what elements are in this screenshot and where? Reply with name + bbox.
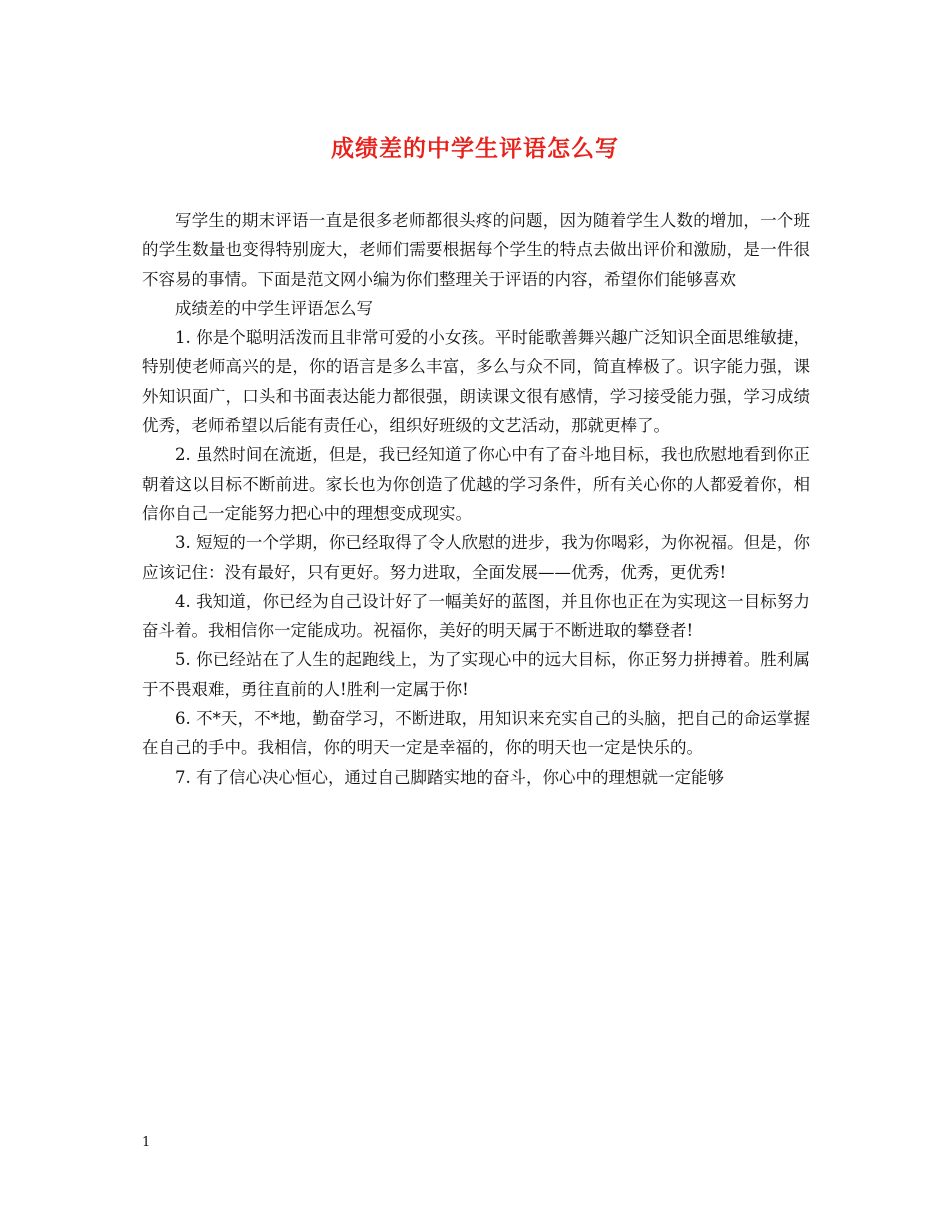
comment-paragraph-3: 3. 短短的一个学期，你已经取得了令人欣慰的进步，我为你喝彩，为你祝福。但是，你应该记住：没有最好，只有更好。努力进取，全面发展——优秀，优秀，更优秀!	[142, 533, 810, 582]
section-heading: 成绩差的中学生评语怎么写	[175, 298, 373, 318]
comment-paragraph-1: 1. 你是个聪明活泼而且非常可爱的小女孩。平时能歌善舞兴趣广泛知识全面思维敏捷，特别使老师高兴的是，你的语言是多么丰富，多么与众不同，简直棒极了。识字能力强，课外知识面广，口头和书面表达能力都很强，朗读课文很有感情，学习接受能力强，学习成绩优秀，老师希望以后能有责任心，组织好班级的文艺活动，那就更棒了。	[142, 328, 810, 436]
comment-paragraph-5: 5. 你已经站在了人生的起跑线上，为了实现心中的远大目标，你正努力拼搏着。胜利属于不畏艰难，勇往直前的人!胜利一定属于你!	[142, 650, 810, 699]
document-body	[142, 206, 810, 792]
comment-paragraph-4: 4. 我知道，你已经为自己设计好了一幅美好的蓝图，并且你也正在为实现这一目标努力奋斗着。我相信你一定能成功。祝福你，美好的明天属于不断进取的攀登者!	[142, 591, 810, 641]
comment-paragraph-2: 2. 虽然时间在流逝，但是，我已经知道了你心中有了奋斗地目标，我也欣慰地看到你正朝着这以目标不断前进。家长也为你创造了优越的学习条件，所有关心你的人都爱着你，相信你自己一定能努力把心中的理想变成现实。	[142, 445, 810, 523]
page-number: 1	[142, 1135, 151, 1150]
document-title: 成绩差的中学生评语怎么写	[331, 135, 619, 162]
comment-paragraph-6: 6. 不*天，不*地，勤奋学习，不断进取，用知识来充实自己的头脑，把自己的命运掌握在自己的手中。我相信，你的明天一定是幸福的，你的明天也一定是快乐的。	[142, 709, 810, 758]
comment-paragraph-7: 7. 有了信心决心恒心，通过自己脚踏实地的奋斗，你心中的理想就一定能够	[175, 767, 724, 787]
intro-paragraph: 写学生的期末评语一直是很多老师都很头疼的问题，因为随着学生人数的增加，一个班的学生数量也变得特别庞大，老师们需要根据每个学生的特点去做出评价和激励，是一件很不容易的事情。下面是范文网小编为你们整理关于评语的内容，希望你们能够喜欢	[142, 211, 810, 289]
